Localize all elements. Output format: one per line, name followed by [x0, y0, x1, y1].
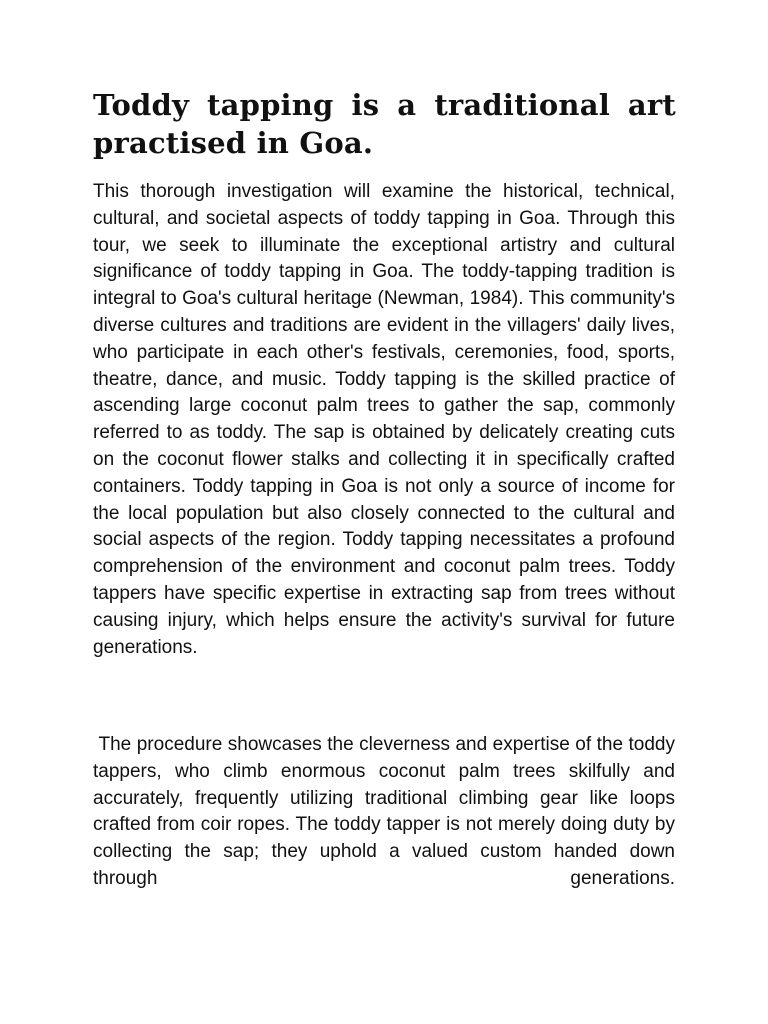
paragraph-1: This thorough investigation will examine the historical, technical, cultural, and societal aspects of toddy tapping in Goa. Through this tour, we seek to illuminate the exceptional artistry and cultural significance of toddy tapping in Goa. The toddy-tapping tradition is integral to Goa's cultural heritage (Newman, 1984). This community's diverse cultures and traditions are evident in the villagers' daily lives, who participate in each other's festivals, ceremonies, food, sports, theatre, dance, and music. Toddy tapping is the skilled practice of ascending large coconut palm trees to gather the sap, commonly referred to as toddy. The sap is obtained by delicately creating cuts on the coconut flower stalks and collecting it in specifically crafted containers. Toddy tapping in Goa is not only a source of income for the local population but also closely connected to the cultural and social aspects of the region. Toddy tapping necessitates a profound comprehension of the environment and coconut palm trees. Toddy tappers have specific expertise in extracting sap from trees without causing injury, which helps ensure the activity's survival for future generations. [93, 181, 675, 658]
page-title: Toddy tapping is a traditional art practised in Goa. [93, 88, 676, 160]
paragraph-2: The procedure showcases the cleverness and expertise of the toddy tappers, who climb enormous coconut palm trees skilfully and accurately, frequently utilizing traditional climbing gear like loops crafted from coir ropes. The toddy tapper is not merely doing duty by collecting the sap; they uphold a valued custom handed down through generations. [93, 734, 675, 889]
